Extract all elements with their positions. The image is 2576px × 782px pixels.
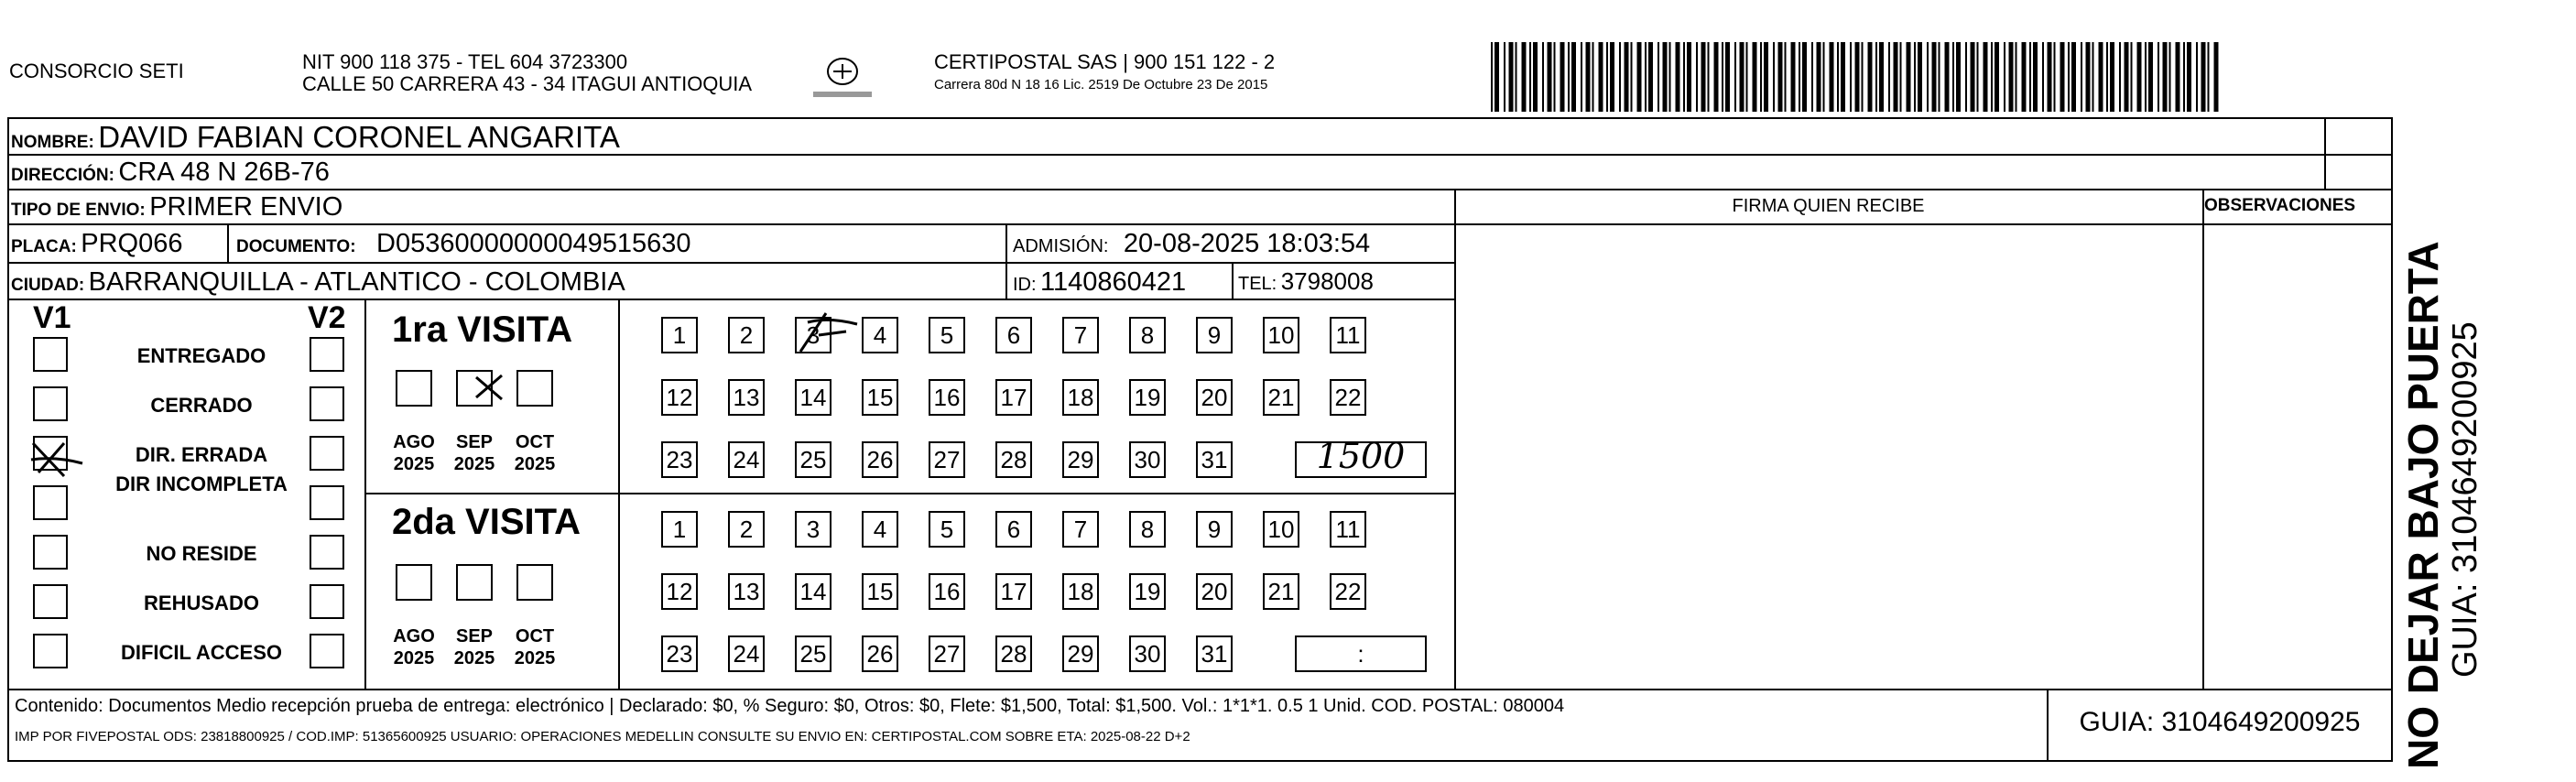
v1-dir-errada-check-mark [27,436,92,482]
barcode-bar [1977,42,1979,112]
barcode-bar [1894,42,1898,112]
barcode-bar [2148,42,2153,112]
barcode-bar [1606,42,1608,112]
year-label: 2025 [514,648,556,668]
day-cell[interactable]: 12 [661,379,698,416]
barcode-bar [1648,42,1653,112]
row-divider-5 [7,299,1454,300]
day-cell[interactable]: 13 [728,379,765,416]
barcode-bar [1830,42,1834,112]
day-cell[interactable]: 31 [1196,635,1233,672]
day-cell[interactable]: 6 [995,511,1032,548]
barcode-bar [1714,42,1719,112]
side-label [2399,110,2484,769]
barcode-bar [1610,42,1614,112]
barcode-bar [1495,42,1499,112]
v1-checkbox[interactable] [33,337,68,372]
day-cell[interactable]: 2 [728,511,765,548]
barcode-bar [1991,42,1993,112]
month-checkbox[interactable] [516,370,553,407]
col-divider-obs [2202,189,2204,690]
barcode-bar [1855,42,1860,112]
barcode-bar [2060,42,2065,112]
day-cell[interactable]: 21 [1263,379,1299,416]
day-cell[interactable]: 23 [661,635,698,672]
barcode-bar [2016,42,2017,112]
address-line: CALLE 50 CARRERA 43 - 34 ITAGUI ANTIOQUIA [302,72,753,95]
month-checkbox[interactable] [396,564,432,601]
col-divider-firma [1454,189,1456,690]
month-checkbox[interactable] [516,564,553,601]
year-label: 2025 [453,454,495,474]
barcode-bar [1548,42,1552,112]
barcode-bar [2183,42,2185,112]
barcode-bar [2119,42,2121,112]
day-cell[interactable]: 11 [1330,317,1366,353]
barcode-bar [1637,42,1642,112]
barcode-bar [1663,42,1668,112]
barcode-bar [2081,42,2082,112]
barcode-bar [2033,42,2038,112]
barcode-bar [2110,42,2114,112]
barcode-bar [1687,42,1691,112]
barcode-bar [1554,42,1556,112]
tel-label: TEL: [1238,274,1277,294]
admision-divider [1005,225,1007,299]
visit-row-divider [364,493,1454,494]
barcode-bar [1823,42,1825,112]
placa-divider [227,225,229,262]
barcode-bar [1785,42,1787,112]
day-cell[interactable]: 7 [1062,317,1099,353]
reason-label: NO RESIDE [146,542,257,565]
barcode-bar [1746,42,1748,112]
id-value: 1140860421 [1040,267,1187,297]
reason-label: DIFICIL ACCESO [120,641,282,664]
barcode-bar [1971,42,1975,112]
first-visit-title: 1ra VISITA [392,310,573,350]
company-name: CONSORCIO SETI [9,60,184,82]
barcode-bar [1542,42,1544,112]
barcode-bar [1581,42,1582,112]
barcode-bar [1760,42,1762,112]
barcode-bar [2131,42,2133,112]
month-checkbox[interactable] [456,564,493,601]
day-cell[interactable]: 30 [1129,441,1166,478]
barcode-bar [1722,42,1723,112]
day-cell[interactable]: 18 [1062,379,1099,416]
day-cell[interactable]: 19 [1129,379,1166,416]
barcode-bar [1778,42,1783,112]
day-cell[interactable]: 15 [862,573,898,610]
barcode-bar [1669,42,1671,112]
barcode-bar [2137,42,2142,112]
v2-checkbox[interactable] [310,535,344,570]
barcode-bar [1560,42,1565,112]
placa-value: PRQ066 [81,229,183,258]
barcode-bar [1841,42,1845,112]
barcode-bar [2054,42,2056,112]
barcode-bar [2169,42,2171,112]
day-cell[interactable]: 22 [1330,573,1366,610]
barcode-bar [2099,42,2103,112]
year-label: 2025 [393,454,435,474]
year-label: 2025 [393,648,435,668]
tipo-row [11,192,342,223]
barcode-bar [1529,42,1531,112]
row-divider-4 [7,262,1454,264]
barcode-bar [1658,42,1659,112]
v2-checkbox[interactable] [310,436,344,471]
id-label: ID: [1013,275,1037,295]
frame-left [7,117,9,762]
barcode-bar [1533,42,1538,112]
barcode-bar [2022,42,2027,112]
barcode-bar [1791,42,1796,112]
barcode-bar [2158,42,2159,112]
carrier-line: CERTIPOSTAL SAS | 900 151 122 - 2 [934,50,1276,73]
no-dejar-bajo-puerta: NO DEJAR BAJO PUERTA [2399,241,2447,769]
barcode-bar [1683,42,1685,112]
barcode-bar [2145,42,2147,112]
barcode [1491,42,2223,112]
barcode-bar [1773,42,1775,112]
day-cell[interactable]: 26 [862,441,898,478]
barcode-bar [2125,42,2129,112]
barcode-bar [1994,42,1999,112]
day-cell[interactable]: 1 [661,317,698,353]
frame-right [2391,117,2393,762]
day-cell[interactable]: 15 [862,379,898,416]
day-cell[interactable]: 4 [862,511,898,548]
day-cell[interactable]: 28 [995,441,1032,478]
barcode-bar [2071,42,2076,112]
day-cell[interactable]: 9 [1196,511,1233,548]
day-cell[interactable]: 9 [1196,317,1233,353]
day-cell[interactable]: 20 [1196,379,1233,416]
v1-checkbox[interactable] [33,535,68,570]
month-label: SEP [455,626,494,646]
tel-divider [1232,264,1234,299]
barcode-bar [1956,42,1961,112]
year-label: 2025 [453,648,495,668]
first-visit-time-handwritten: 1500 [1316,436,1406,476]
placa-label: PLACA: [11,237,77,256]
barcode-bar [1645,42,1647,112]
day-cell[interactable]: 13 [728,573,765,610]
v2-checkbox[interactable] [310,634,344,668]
barcode-bar [1522,42,1527,112]
barcode-bar [1734,42,1736,112]
v2-checkbox[interactable] [310,386,344,421]
barcode-bar [1879,42,1884,112]
day-cell[interactable]: 14 [795,573,831,610]
barcode-bar [2068,42,2070,112]
barcode-bar [1914,42,1916,112]
barcode-bar [1927,42,1929,112]
v2-checkbox[interactable] [310,337,344,372]
barcode-bar [1753,42,1757,112]
day-cell[interactable]: 25 [795,441,831,478]
ciudad-value: BARRANQUILLA - ATLANTICO - COLOMBIA [88,267,625,297]
observaciones-header: OBSERVACIONES [2204,196,2356,215]
day-cell[interactable]: 1 [661,511,698,548]
direccion-label: DIRECCIÓN: [11,166,114,185]
direccion-value: CRA 48 N 26B-76 [118,157,330,187]
month-checkbox[interactable] [396,370,432,407]
day-cell[interactable]: 10 [1263,317,1299,353]
barcode-bar [2187,42,2191,112]
barcode-bar [2086,42,2091,112]
v1-checkbox[interactable] [33,584,68,619]
day-cell[interactable]: 30 [1129,635,1166,672]
barcode-bar [2176,42,2180,112]
day-cell[interactable]: 12 [661,573,698,610]
barcode-bar [1631,42,1633,112]
barcode-bar [1965,42,1967,112]
barcode-bar [1696,42,1698,112]
barcode-bar [1725,42,1730,112]
month-label: OCT [515,432,555,452]
barcode-bar [1918,42,1922,112]
barcode-bar [1571,42,1576,112]
barcode-bar [1850,42,1852,112]
barcode-bar [1952,42,1954,112]
reason-label: ENTREGADO [136,344,266,367]
month-label: AGO [393,626,435,646]
barcode-bar [2106,42,2108,112]
placa-row [11,229,182,259]
admision-label: ADMISIÓN: [1013,236,1109,256]
side-guia: GUIA: 3104649200925 [2446,321,2484,678]
col-header-divider [1454,223,2392,225]
ciudad-label: CIUDAD: [11,276,85,295]
firma-header: FIRMA QUIEN RECIBE [1732,196,1925,216]
barcode-bar [2163,42,2168,112]
second-visit-title: 2da VISITA [392,502,581,542]
second-visit-time-box[interactable]: : [1295,635,1427,672]
day-cell[interactable]: 5 [929,511,965,548]
v1-label: V1 [33,300,71,335]
side-stub [2324,117,2326,190]
barcode-bar [2009,42,2014,112]
barcode-bar [1586,42,1591,112]
reason-label: DIR. ERRADA [135,443,268,466]
day-cell[interactable]: 8 [1129,317,1166,353]
day-cell[interactable]: 24 [728,635,765,672]
barcode-bar [2201,42,2206,112]
sep-check-mark [471,370,507,407]
day-cell[interactable]: 25 [795,635,831,672]
barcode-bar [1740,42,1745,112]
month-label: SEP [455,432,494,452]
v1-checkbox[interactable] [33,485,68,520]
barcode-bar [2048,42,2052,112]
day-cell[interactable]: 5 [929,317,965,353]
day-cell[interactable]: 16 [929,379,965,416]
day-cell[interactable]: 8 [1129,511,1166,548]
v1-checkbox[interactable] [33,634,68,668]
barcode-bar [1875,42,1877,112]
barcode-bar [1945,42,1950,112]
barcode-bar [2092,42,2094,112]
v1-checkbox[interactable] [33,386,68,421]
barcode-bar [1907,42,1911,112]
ciudad-row [11,267,625,298]
barcode-bar [2214,42,2219,112]
barcode-bar [1799,42,1800,112]
barcode-bar [1900,42,1902,112]
barcode-bar [2042,42,2044,112]
barcode-bar [1868,42,1873,112]
month-label: AGO [393,432,435,452]
tel-row [1238,267,1374,296]
footer-print-info: IMP POR FIVEPOSTAL ODS: 23818800925 / COD.IMP: 51365600925 USUARIO: OPERACIONES MEDELLIN CONSULTE SU ENVIO EN: CERTIPOSTAL.COM SOBRE ETA: 2025-08-22 D+2 [15,729,1190,744]
barcode-bar [1984,42,1988,112]
day-cell[interactable]: 20 [1196,573,1233,610]
barcode-bar [1516,42,1517,112]
reason-label: CERRADO [150,394,253,417]
admision-row [1013,229,1370,259]
barcode-bar [1888,42,1890,112]
day-cell[interactable]: 4 [862,317,898,353]
day-cell[interactable]: 24 [728,441,765,478]
day-cell[interactable]: 27 [929,441,965,478]
documento-row [236,229,691,259]
certipostal-logo [806,51,879,104]
barcode-bar [1509,42,1514,112]
barcode-bar [1504,42,1505,112]
day-cell[interactable]: 2 [728,317,765,353]
barcode-bar [2029,42,2031,112]
day-cell[interactable]: 28 [995,635,1032,672]
tipo-label: TIPO DE ENVIO: [11,201,146,220]
v2-checkbox[interactable] [310,485,344,520]
day-cell[interactable]: 7 [1062,511,1099,548]
admision-value: 20-08-2025 18:03:54 [1123,229,1371,258]
barcode-bar [1708,42,1710,112]
barcode-bar [1939,42,1940,112]
barcode-bar [1764,42,1768,112]
visit-col-divider-2 [618,300,620,689]
day-cell[interactable]: 10 [1263,511,1299,548]
day-cell[interactable]: 6 [995,317,1032,353]
documento-value: D05360000000049515630 [376,229,691,258]
nit-line: NIT 900 118 375 - TEL 604 3723300 [302,50,628,73]
reason-label: REHUSADO [144,592,259,614]
footer-contents: Contenido: Documentos Medio recepción prueba de entrega: electrónico | Declarado: $0, % Seguro: $0, Otros: $0, Flete: $1,500, Total: $1,500. Vol.: 1*1*1. 0.5 1 Unid. COD. POSTAL: 080004 [15,696,1565,716]
day-cell[interactable]: 26 [862,635,898,672]
nombre-row [11,120,620,155]
year-label: 2025 [514,454,556,474]
day-cell[interactable]: 29 [1062,441,1099,478]
barcode-bar [1619,42,1621,112]
row-divider-2 [7,189,2393,190]
day-cell[interactable]: 11 [1330,511,1366,548]
day-cell[interactable]: 17 [995,379,1032,416]
day-cell[interactable]: 19 [1129,573,1166,610]
row-divider-3 [7,223,1454,225]
tipo-value: PRIMER ENVIO [149,192,343,222]
day-3-cross-mark [791,308,864,359]
barcode-bar [1802,42,1807,112]
day-cell[interactable]: 23 [661,441,698,478]
barcode-bar [1676,42,1680,112]
barcode-bar [1701,42,1706,112]
v2-label: V2 [308,300,346,335]
day-cell[interactable]: 17 [995,573,1032,610]
day-cell[interactable]: 14 [795,379,831,416]
frame-bottom [7,760,2393,762]
barcode-bar [1811,42,1813,112]
visit-col-divider-1 [364,300,366,689]
barcode-bar [1817,42,1821,112]
day-cell[interactable]: 29 [1062,635,1099,672]
barcode-bar [1932,42,1937,112]
day-cell[interactable]: 22 [1330,379,1366,416]
day-cell[interactable]: 18 [1062,573,1099,610]
direccion-row [11,157,330,188]
footer-guia-box: GUIA: 3104649200925 [2079,707,2361,737]
nombre-value: DAVID FABIAN CORONEL ANGARITA [98,120,620,154]
barcode-bar [2196,42,2198,112]
barcode-bar [2004,42,2005,112]
id-row [1013,267,1186,298]
resolution-line: Carrera 80d N 18 16 Lic. 2519 De Octubre 23 De 2015 [934,77,1268,92]
day-cell[interactable]: 21 [1263,573,1299,610]
barcode-bar [1837,42,1839,112]
day-cell[interactable]: 3 [795,511,831,548]
day-cell[interactable]: 31 [1196,441,1233,478]
reason-label: DIR INCOMPLETA [115,472,288,495]
barcode-bar [1592,42,1594,112]
v2-checkbox[interactable] [310,584,344,619]
documento-label: DOCUMENTO: [236,237,356,256]
barcode-bar [1599,42,1603,112]
barcode-bar [1625,42,1629,112]
frame-top [7,117,2393,119]
barcode-bar [1491,42,1493,112]
barcode-bar [2208,42,2210,112]
day-cell[interactable]: 3 [795,317,831,353]
tel-value: 3798008 [1280,267,1374,295]
month-label: OCT [515,626,555,646]
day-cell[interactable]: 27 [929,635,965,672]
barcode-bar [1862,42,1864,112]
barcode-bar [1568,42,1570,112]
day-cell[interactable]: 16 [929,573,965,610]
row-divider-footer [7,689,2393,690]
nombre-label: NOMBRE: [11,133,94,152]
